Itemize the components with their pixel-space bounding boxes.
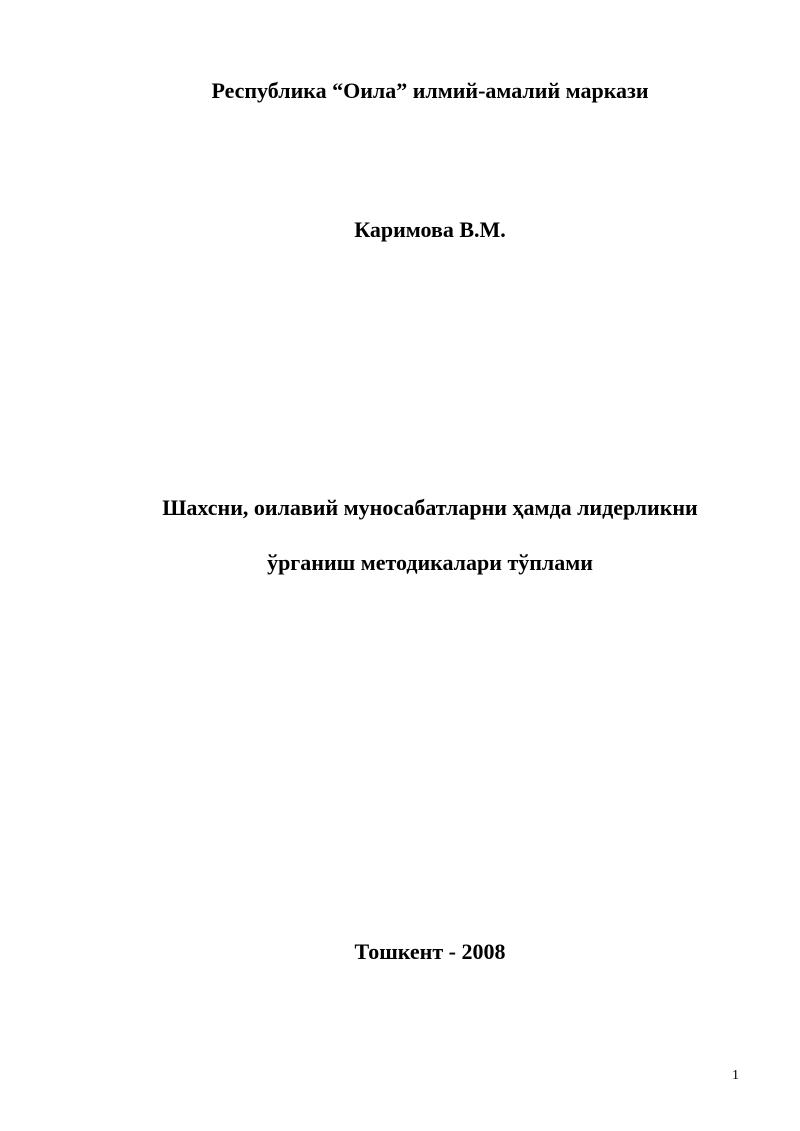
document-title-line-2: ўрганиш методикалари тўплами [267,550,593,575]
page-number: 1 [732,1068,739,1083]
author-name: Каримова В.М. [354,217,506,242]
institution-heading: Республика “Оила” илмий-амалий маркази [211,78,649,103]
document-title-line-1: Шахсни, оилавий муносабатларни ҳамда лидерликни [162,495,698,520]
place-and-year: Тошкент - 2008 [354,939,506,964]
